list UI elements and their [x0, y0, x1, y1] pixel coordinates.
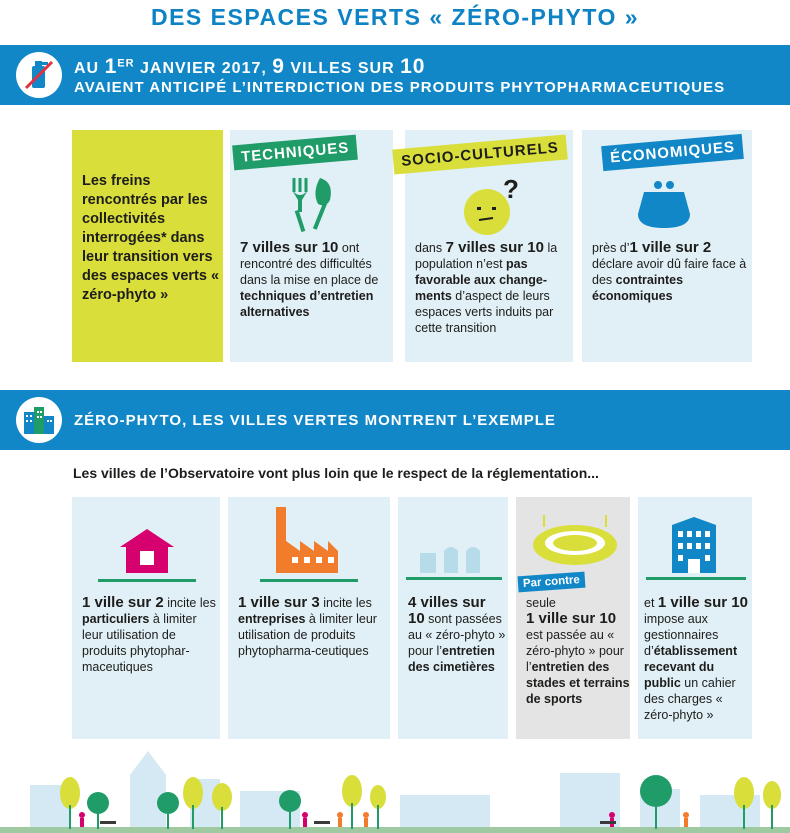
header-band-anticipation	[0, 45, 790, 105]
card-economiques	[582, 130, 752, 362]
card-particuliers-text: 1 ville sur 2 incite les particuliers à limiter leur utilisation de produits phytophar-maceutiques	[82, 594, 216, 674]
card-economiques-text: près d’1 ville sur 2 déclare avoir dû faire face à des contraintes économiques	[592, 239, 747, 303]
divider	[406, 577, 502, 580]
card-socio-culturels	[400, 130, 573, 362]
house-icon	[118, 527, 176, 579]
tombstones-icon	[416, 543, 488, 577]
card-entreprises	[228, 497, 390, 739]
header-band-villes-vertes	[0, 390, 790, 450]
intro-text: Les freins rencontrés par les collectivités interrogées* dans leur transition vers des espaces verts « zéro-phyto »	[82, 173, 220, 303]
office-building-icon	[666, 515, 722, 577]
page-title: DES ESPACES VERTS « ZÉRO-PHYTO »	[150, 4, 640, 30]
card-techniques-text: 7 villes sur 10 ont rencontré des difficultés dans la mise en place de techniques d’entretien alternatives	[240, 239, 379, 319]
city-skyline-illustration	[0, 745, 790, 833]
band1-line2: AVAIENT ANTICIPÉ L’INTERDICTION DES PRODUITS PHYTOPHARMACEUTIQUES	[74, 79, 726, 96]
intro-box	[72, 130, 223, 362]
card-entreprises-text: 1 ville sur 3 incite les entreprises à limiter leur utilisation de produits phytopharma-ceutiques	[238, 594, 377, 658]
card-cimetieres	[398, 497, 508, 739]
card-etablissements-text: et 1 ville sur 10 impose aux gestionnaires d’établissement recevant du public un cahier des charges « zéro-phyto »	[644, 594, 748, 722]
card-techniques	[230, 130, 393, 362]
card-particuliers	[72, 497, 220, 739]
svg-text:?: ?	[503, 174, 519, 204]
tag-socio-culturels: SOCIO-CULTURELS	[392, 134, 568, 174]
tag-economiques: ÉCONOMIQUES	[601, 134, 744, 171]
card-stades-text: seule 1 ville sur 10 est passée au « zéro-phyto » pour l’entretien des stades et terrains de sports	[526, 596, 630, 706]
factory-icon	[270, 505, 342, 579]
section-subtitle: Les villes de l’Observatoire vont plus loin que le respect de la réglementation...	[73, 465, 599, 481]
puzzled-face-icon	[457, 174, 527, 242]
divider	[260, 579, 358, 582]
band1-line1: AU 1ER JANVIER 2017, 9 VILLES SUR 10	[74, 55, 426, 78]
card-cimetieres-text: 4 villes sur 10 sont passées au « zéro-phyto » pour l’entretien des cimetières	[408, 594, 506, 674]
divider	[98, 579, 196, 582]
card-etablissements	[638, 497, 752, 739]
tag-techniques: TECHNIQUES	[232, 135, 358, 171]
divider	[646, 577, 746, 580]
city-buildings-icon	[16, 397, 62, 443]
band2-text: ZÉRO-PHYTO, LES VILLES VERTES MONTRENT L’EXEMPLE	[74, 412, 556, 429]
par-contre-tag: Par contre	[518, 572, 586, 593]
purse-icon	[634, 178, 694, 234]
no-spray-bottle-icon	[16, 52, 62, 98]
fork-trowel-icon	[280, 174, 344, 240]
card-stades	[516, 497, 630, 739]
stadium-icon	[530, 511, 620, 573]
card-socio-text: dans 7 villes sur 10 la population n’est pas favorable aux change-ments d’aspect de leurs espaces verts induits par cette transition	[415, 239, 558, 335]
